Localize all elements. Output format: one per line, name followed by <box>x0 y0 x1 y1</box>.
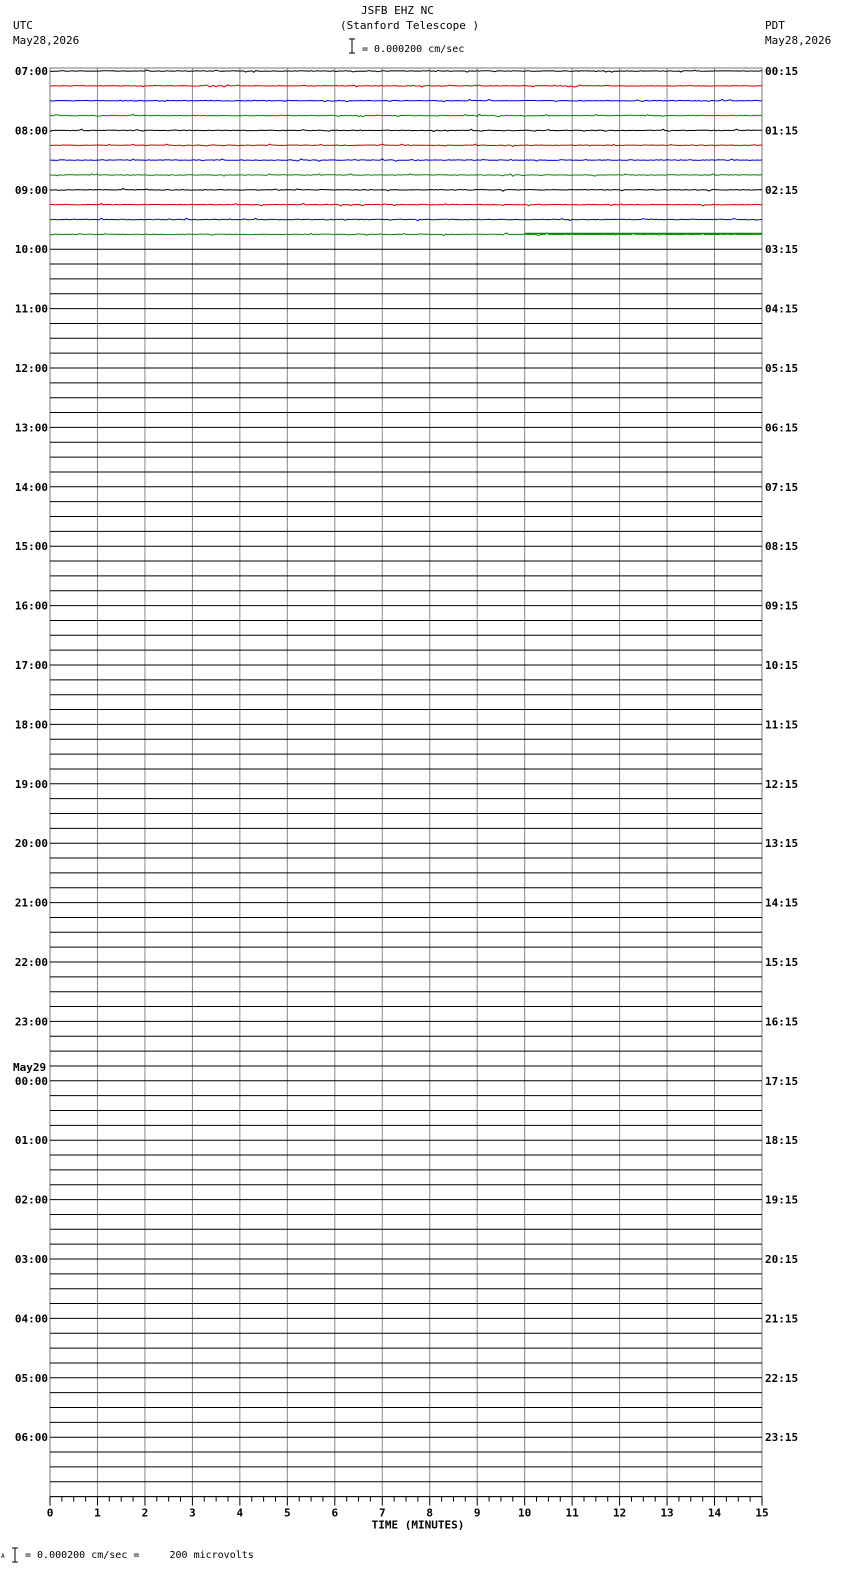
right-hour-label: 16:15 <box>765 1015 799 1029</box>
trace-line <box>50 159 762 161</box>
left-hour-label: 03:00 <box>14 1253 48 1266</box>
right-hour-label: 15:15 <box>765 956 799 969</box>
trace-lines <box>50 70 762 1497</box>
left-hour-label: 23:00 <box>14 1015 48 1029</box>
footer-scale-text: = 0.000200 cm/sec = 200 microvolts <box>25 1550 254 1561</box>
x-tick-label: 5 <box>284 1506 291 1520</box>
trace-line <box>50 70 762 72</box>
x-tick-label: 13 <box>660 1506 674 1520</box>
right-hour-label: 04:15 <box>765 302 799 316</box>
left-date: May28,2026 <box>13 34 80 47</box>
left-hour-label: 02:00 <box>14 1193 48 1207</box>
right-hour-label: 17:15 <box>765 1074 799 1088</box>
right-timezone: PDT <box>765 19 785 32</box>
right-hour-label: 13:15 <box>765 837 799 851</box>
right-hour-label: 01:15 <box>765 124 799 138</box>
left-hour-label: 09:00 <box>14 183 48 197</box>
right-hour-label: 23:15 <box>765 1431 799 1445</box>
right-hour-label: 22:15 <box>765 1371 799 1385</box>
left-hour-label: 07:00 <box>14 65 48 78</box>
left-hour-label: 14:00 <box>14 480 48 494</box>
trace-line <box>50 203 762 206</box>
footer-scale-prefix: A <box>1 1553 5 1560</box>
right-hour-label: 05:15 <box>765 362 799 375</box>
trace-line <box>50 174 762 176</box>
right-hour-label: 20:15 <box>765 1253 799 1266</box>
x-tick-label: 2 <box>141 1506 149 1520</box>
left-hour-label: 19:00 <box>14 777 48 791</box>
left-hour-label: 12:00 <box>14 362 48 375</box>
right-hour-label: 18:15 <box>765 1134 799 1148</box>
trace-line <box>50 189 762 192</box>
left-hour-label: 18:00 <box>14 718 48 732</box>
x-tick-label: 12 <box>612 1506 627 1520</box>
trace-line <box>50 129 762 131</box>
x-tick-label: 3 <box>189 1506 196 1520</box>
x-tick-label: 15 <box>755 1506 769 1520</box>
left-timezone: UTC <box>13 19 33 32</box>
left-hour-label: 17:00 <box>14 659 48 672</box>
left-hour-label: 11:00 <box>14 302 48 316</box>
x-tick-label: 14 <box>707 1506 722 1520</box>
scale-bar-icon <box>349 39 355 53</box>
right-hour-label: 14:15 <box>765 896 799 910</box>
left-hour-label: 13:00 <box>14 421 48 435</box>
x-tick-label: 1 <box>94 1506 101 1520</box>
right-hour-label: 08:15 <box>765 540 799 554</box>
x-tick-label: 4 <box>236 1506 244 1520</box>
left-hour-label: 08:00 <box>14 124 48 138</box>
trace-line <box>50 99 762 102</box>
left-hour-label: 21:00 <box>14 896 48 910</box>
left-hour-label: 05:00 <box>14 1371 48 1385</box>
right-hour-label: 07:15 <box>765 480 799 494</box>
x-tick-label: 7 <box>378 1506 386 1520</box>
footer-scale-icon <box>3 1546 23 1566</box>
right-hour-label: 02:15 <box>765 183 799 197</box>
scale-label: = 0.000200 cm/sec <box>362 44 465 55</box>
plot-frame <box>50 68 762 1497</box>
left-hour-label: 06:00 <box>14 1431 48 1445</box>
left-hour-label: 01:00 <box>14 1134 48 1148</box>
x-tick-label: 9 <box>473 1506 481 1520</box>
x-tick-label: 6 <box>331 1506 339 1520</box>
trace-line <box>50 144 762 146</box>
right-hour-label: 06:15 <box>765 421 799 435</box>
right-hour-label: 19:15 <box>765 1193 799 1207</box>
chart-grid <box>50 68 762 1497</box>
x-axis-label: TIME (MINUTES) <box>371 1518 465 1532</box>
x-tick-label: 11 <box>565 1506 579 1520</box>
right-hour-label: 12:15 <box>765 777 799 791</box>
left-hour-label: 04:00 <box>14 1312 48 1326</box>
right-hour-label: 09:15 <box>765 599 799 613</box>
trace-line <box>50 218 762 221</box>
station-title: JSFB EHZ NC <box>361 4 434 17</box>
left-hour-label: 16:00 <box>14 599 48 613</box>
left-hour-label: 15:00 <box>14 540 48 554</box>
x-tick-label: 10 <box>518 1506 532 1520</box>
trace-line <box>50 114 762 117</box>
right-hour-label: 21:15 <box>765 1312 799 1326</box>
x-tick-label: 8 <box>426 1506 434 1520</box>
x-tick-label: 0 <box>46 1506 54 1520</box>
left-hour-label: 22:00 <box>14 956 48 969</box>
right-date: May28,2026 <box>765 34 832 47</box>
trace-line <box>50 85 762 87</box>
right-hour-label: 00:15 <box>765 65 799 78</box>
left-hour-label: 20:00 <box>14 837 48 851</box>
left-hour-label: 10:00 <box>14 243 48 257</box>
date-change-label: May29 <box>13 1060 47 1074</box>
right-hour-label: 10:15 <box>765 659 799 672</box>
right-hour-label: 11:15 <box>765 718 799 732</box>
station-location: (Stanford Telescope ) <box>340 19 480 32</box>
left-hour-label: 00:00 <box>14 1074 48 1088</box>
right-hour-label: 03:15 <box>765 243 799 257</box>
